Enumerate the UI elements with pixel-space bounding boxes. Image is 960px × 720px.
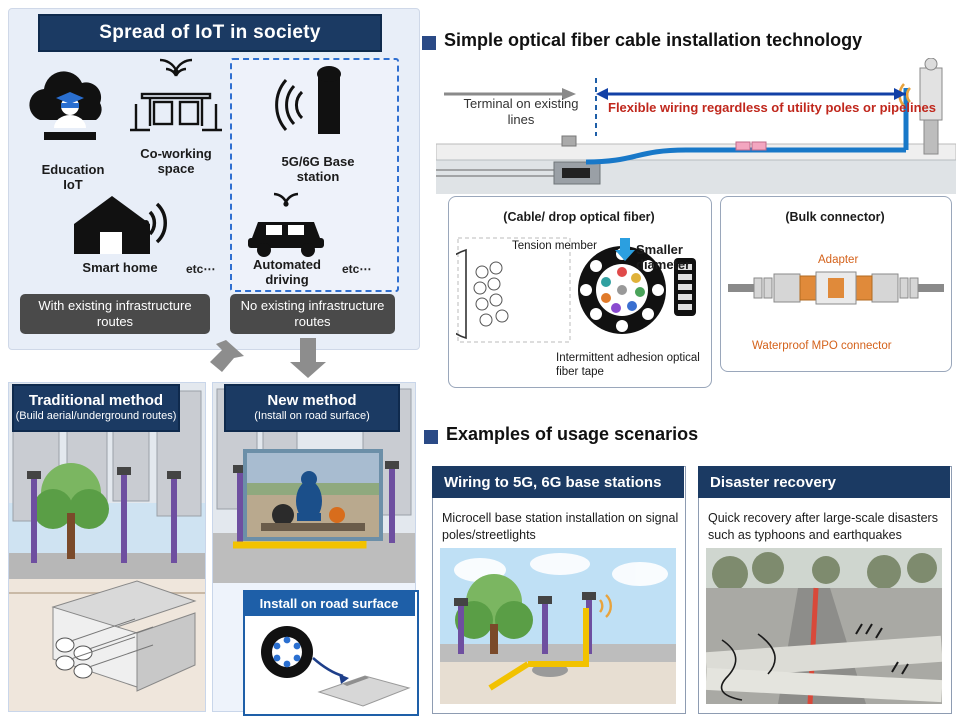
base-station-label: 5G/6G Base station (281, 154, 355, 184)
examples-section-title: Examples of usage scenarios (446, 424, 699, 444)
tag-with-existing-infrastructure: With existing infrastructure routes (20, 294, 210, 334)
smart-home-label: Smart home (82, 260, 158, 275)
traditional-method-title: Traditional method (28, 392, 164, 410)
new-method-label (224, 384, 400, 432)
iot-spread-title: Spread of IoT in society (38, 14, 382, 52)
base-station-icon (272, 62, 364, 154)
arrow-down-right (288, 338, 328, 380)
install-on-road-surface-illustration (247, 618, 411, 710)
education-iot-icon (20, 62, 125, 162)
tag-no-existing-infrastructure: No existing infrastructure routes (230, 294, 395, 334)
coworking-space-icon (120, 58, 232, 144)
down-arrow-icon (614, 238, 636, 262)
smaller-diameter-label: Smaller diameter (636, 242, 691, 272)
install-on-road-surface-label: Install on road surface (243, 590, 415, 616)
example-card-disaster-text: Quick recovery after large-scale disasters such as typhoons and earthquakes (708, 511, 938, 542)
adapter-label: Adapter (818, 254, 859, 266)
cable-card-title: (Cable/ drop optical fiber) (503, 210, 655, 224)
example-card-5g-illustration (440, 548, 676, 704)
etc-left-label: etc⋯ (186, 262, 216, 276)
new-method-subtitle: (Install on road surface) (254, 409, 370, 422)
examples-section-bullet-icon (424, 430, 438, 444)
coworking-space-label: Co-working space (140, 146, 212, 176)
connector-card-title: (Bulk connector) (785, 210, 885, 224)
fiber-section-title: Simple optical fiber cable installation technology (444, 30, 863, 50)
arrow-down-left (192, 338, 252, 378)
example-card-disaster-head: Disaster recovery (698, 466, 950, 498)
tension-member-label: Tension member (512, 240, 598, 252)
education-iot-label: Education IoT (41, 162, 105, 192)
traditional-method-label (12, 384, 180, 432)
automated-driving-label: Automated driving (253, 257, 321, 287)
automated-driving-icon (236, 190, 336, 260)
smart-home-icon (66, 190, 176, 260)
example-card-5g-text: Microcell base station installation on signal poles/streetlights (442, 511, 679, 542)
new-method-title: New method (267, 392, 357, 410)
flexible-wiring-label: Flexible wiring regardless of utility poles or pipelines (608, 100, 936, 115)
etc-right-label: etc⋯ (342, 262, 372, 276)
connector-illustration (728, 262, 944, 318)
waterproof-mpo-connector-label: Waterproof MPO connector (752, 340, 892, 352)
traditional-method-subtitle: (Build aerial/underground routes) (15, 409, 177, 422)
fiber-section-bullet-icon (422, 36, 436, 50)
example-card-5g-head: Wiring to 5G, 6G base stations (432, 466, 684, 498)
intermittent-adhesion-tape-label: Intermittent adhesion optical fiber tape (556, 352, 700, 378)
terminal-existing-lines-label: Terminal on existing lines (463, 96, 579, 127)
example-card-disaster-illustration (706, 548, 942, 704)
